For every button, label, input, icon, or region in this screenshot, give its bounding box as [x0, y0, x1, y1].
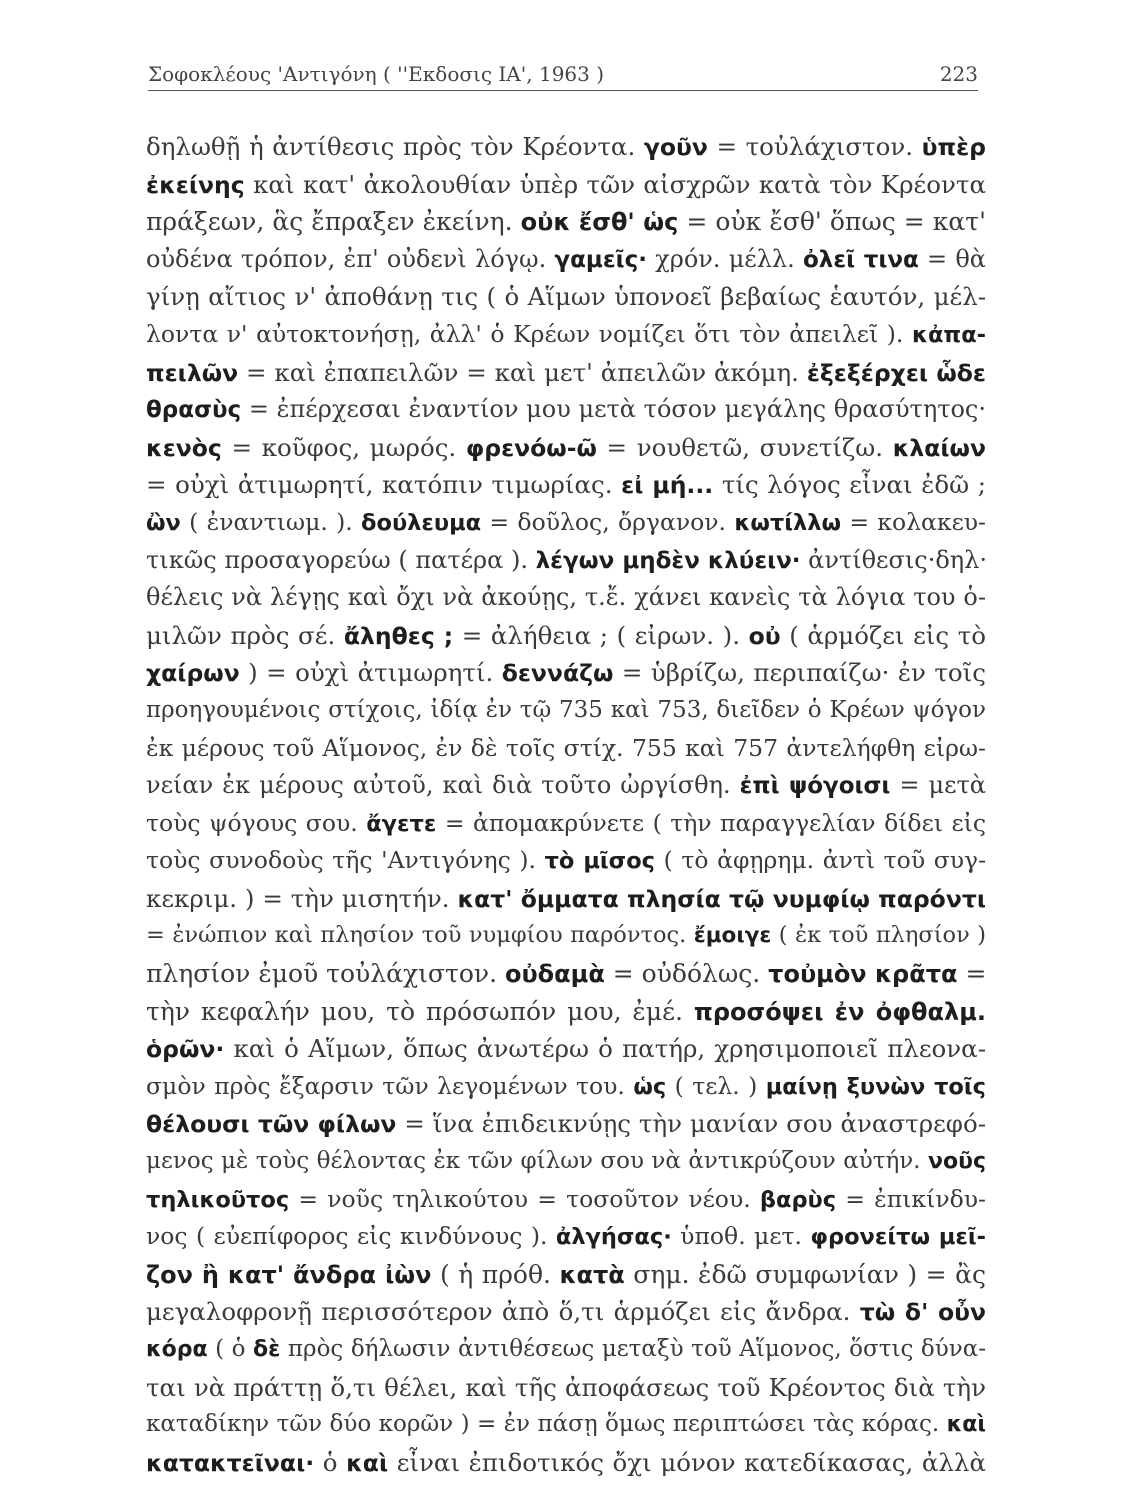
- gloss-text: = ἐπικίνδυ-: [836, 1184, 986, 1213]
- lemma-term: ὀλεῖ τινα: [802, 246, 919, 273]
- gloss-text: ται νὰ πράττῃ ὅ,τι θέλει, καὶ τῆς ἀποφάσεως τοῦ Κρέοντος διὰ τὴν: [146, 1372, 986, 1402]
- gloss-text: = νουθετῶ, συνετίζω.: [596, 432, 893, 462]
- lemma-term: τὼ δ' οὖν: [859, 1298, 986, 1327]
- gloss-text: = ἐπέρχεσαι ἐναντίον μου μετὰ τόσον μεγάλης θρασύτητος·: [241, 395, 986, 424]
- gloss-text: τικῶς προσαγορεύω ( πατέρα ).: [146, 545, 536, 574]
- text-line: [146, 429, 986, 467]
- gloss-text: καὶ κατ' ἀκολουθίαν ὑπὲρ τῶν αἰσχρῶν κατὰ τὸν Κρέοντα: [244, 169, 986, 199]
- gloss-text: = δοῦλος, ὄργανον.: [481, 507, 735, 536]
- lemma-term: ὢν: [146, 509, 181, 536]
- lemma-term: μαίνῃ ξυνὼν τοῖς: [765, 1073, 986, 1100]
- gloss-text: τὴν κεφαλήν μου, τὸ πρόσωπόν μου, ἐμέ.: [146, 996, 694, 1026]
- gloss-text: πρὸς δήλωσιν ἀντιθέσεως μεταξὺ τοῦ Αἵμονος, ὅστις δύνα-: [280, 1336, 986, 1362]
- gloss-text: προηγουμένοις στίχοις, ἰδίᾳ ἐν τῷ 735 καὶ 753, διεῖδεν ὁ Κρέων ψόγον: [146, 696, 986, 723]
- gloss-text: = κοῦφος, μωρός.: [221, 432, 466, 462]
- gloss-text: = ὑβρίζω, περιπαίζω· ἐν τοῖς: [613, 658, 986, 688]
- lemma-term: γαμεῖς·: [554, 246, 647, 273]
- text-line: [146, 805, 986, 843]
- gloss-text: ὑποθ. μετ.: [671, 1222, 811, 1251]
- gloss-text: ) = οὐχὶ ἀτιμωρητί.: [239, 658, 502, 688]
- page-number: 223: [939, 62, 978, 86]
- lemma-term: ἀλγήσας·: [555, 1224, 672, 1251]
- text-line: [146, 767, 986, 805]
- gloss-text: εἶναι ἐπιδοτικός ὄχι μόνον κατεδίκασας, ἀλλὰ: [388, 1447, 986, 1477]
- gloss-text: χρόν. μέλλ.: [646, 244, 803, 273]
- gloss-text: = οὐκ ἔσθ' ὅπως = κατ': [678, 207, 986, 237]
- gloss-text: ( τὸ ἀφῃρημ. ἀντὶ τοῦ συγ-: [655, 846, 987, 875]
- gloss-text: σμὸν πρὸς ἔξαρσιν τῶν λεγομένων του.: [146, 1071, 634, 1100]
- gloss-text: νος ( εὐεπίφορος εἰς κινδύνους ).: [146, 1222, 556, 1251]
- lemma-term: νοῦς: [928, 1149, 986, 1175]
- gloss-text: =: [957, 959, 987, 989]
- gloss-text: = νοῦς τηλικούτου = τοσοῦτον νέου.: [289, 1184, 760, 1213]
- lemma-term: ὑπὲρ: [921, 133, 987, 161]
- lemma-term: θρασὺς: [146, 397, 242, 424]
- text-line: [146, 278, 986, 316]
- lemma-term: δεννάζω: [501, 659, 614, 688]
- text-line: [146, 316, 986, 354]
- text-line: [146, 1030, 986, 1068]
- lemma-term: καὶ: [946, 1412, 986, 1438]
- gloss-text: ἐκ μέρους τοῦ Αἵμονος, ἐν δὲ τοῖς στίχ. 755 καὶ 757 ἀντελήφθη εἰρω-: [146, 733, 986, 762]
- text-line: [146, 1293, 986, 1331]
- lemma-term: προσόψει ἐν ὀφθαλμ.: [693, 997, 987, 1026]
- gloss-text: = ἵνα ἐπιδεικνύῃς τὴν μανίαν σου ἀναστρεφό-: [396, 1109, 986, 1139]
- text-line: [146, 993, 986, 1031]
- gloss-text: = κολακευ-: [841, 507, 986, 536]
- text-line: [146, 1369, 986, 1407]
- gloss-text: πράξεων, ἃς ἔπραξεν ἐκείνη.: [146, 207, 521, 237]
- lemma-term: θέλουσι τῶν φίλων: [146, 1110, 397, 1139]
- text-line: [146, 1105, 986, 1143]
- gloss-text: κεκριμ. ) = τὴν μισητήν.: [146, 883, 458, 913]
- lemma-term: λέγων μηδὲν κλύειν·: [535, 547, 801, 574]
- text-line: [146, 466, 986, 504]
- lemma-term: κόρα: [146, 1337, 208, 1362]
- gloss-text: λοντα ν' αὐτοκτονήσῃ, ἀλλ' ὁ Κρέων νομίζει ὅτι τὸν ἀπειλεῖ ).: [146, 319, 912, 348]
- commentary-text: [146, 128, 986, 1481]
- lemma-term: εἰ μή...: [621, 471, 714, 500]
- lemma-term: οὐκ ἔσθ' ὡς: [520, 208, 679, 237]
- gloss-text: = ἀπομακρύνετε ( τὴν παραγγελίαν δίδει εἰς: [436, 808, 986, 837]
- gloss-text: τοὺς συνοδοὺς τῆς 'Αντιγόνης ).: [146, 846, 545, 875]
- text-line: [146, 654, 986, 692]
- text-line: [146, 542, 986, 580]
- text-line: [146, 692, 986, 730]
- gloss-text: ( ἐναντιωμ. ).: [180, 507, 362, 536]
- text-line: [146, 917, 986, 955]
- gloss-text: ( ἁρμόζει εἰς τὸ: [780, 620, 987, 650]
- gloss-text: σημ. ἐδῶ συμφωνίαν ) = ἂς: [624, 1259, 986, 1289]
- lemma-term: οὐδαμὰ: [504, 960, 605, 989]
- lemma-term: τὸ μῖσος: [544, 848, 655, 875]
- text-line: [146, 1218, 986, 1256]
- lemma-term: δὲ: [253, 1337, 281, 1362]
- lemma-term: ζον ἢ κατ' ἄνδρα ἰὼν: [146, 1260, 432, 1289]
- lemma-term: τοὐμὸν κρᾶτα: [768, 960, 958, 989]
- lemma-term: δούλευμα: [361, 509, 482, 536]
- text-line: [146, 1331, 986, 1369]
- header-title: Σοφοκλέους 'Αντιγόνη ( ''Εκδοσις ΙΑ', 1963 ): [148, 62, 605, 86]
- lemma-term: βαρὺς: [759, 1186, 837, 1213]
- gloss-text: καταδίκην τῶν δύο κορῶν ) = ἐν πάσῃ ὅμως περιπτώσει τὰς κόρας.: [146, 1411, 947, 1438]
- lemma-term: ὁρῶν·: [146, 1035, 225, 1064]
- lemma-term: κωτίλλω: [734, 509, 842, 536]
- text-line: [146, 617, 986, 655]
- gloss-text: δηλωθῇ ἡ ἀντίθεσις πρὸς τὸν Κρέοντα.: [146, 132, 644, 161]
- gloss-text: ( τελ. ): [666, 1071, 766, 1100]
- text-line: [146, 203, 986, 241]
- lemma-term: καὶ: [346, 1448, 389, 1477]
- gloss-text: καὶ ὁ Αἵμων, ὅπως ἀνωτέρω ὁ πατήρ, χρησιμοποιεῖ πλεονα-: [224, 1034, 986, 1064]
- gloss-text: = ἐνώπιον καὶ πλησίον τοῦ νυμφίου παρόντος.: [146, 922, 694, 949]
- text-line: [146, 1406, 986, 1444]
- text-line: [146, 128, 986, 166]
- lemma-term: κἀπα-: [911, 321, 986, 348]
- lemma-term: ἄγετε: [366, 810, 437, 837]
- running-header: [148, 62, 978, 91]
- lemma-term: ἐκείνης: [146, 170, 245, 199]
- lemma-term: ἐξεξέρχει ὧδε: [806, 358, 986, 387]
- gloss-text: μιλῶν πρὸς σέ.: [146, 620, 344, 650]
- gloss-text: πλησίον ἐμοῦ τοὐλάχιστον.: [146, 959, 505, 989]
- lemma-term: φρονείτω μεῖ-: [810, 1224, 987, 1251]
- lemma-term: οὐ: [748, 621, 781, 650]
- text-line: [146, 354, 986, 392]
- text-line: [146, 1143, 986, 1181]
- lemma-term: κατ' ὄμματα πλησία τῷ νυμφίῳ παρόντι: [457, 884, 986, 913]
- lemma-term: πειλῶν: [146, 358, 239, 387]
- gloss-text: = θὰ: [918, 244, 986, 273]
- gloss-text: = οὐδόλως.: [604, 959, 769, 989]
- lemma-term: κενὸς: [146, 433, 222, 462]
- text-line: [146, 1256, 986, 1294]
- gloss-text: οὐδένα τρόπον, ἐπ' οὐδενὶ λόγῳ.: [146, 244, 555, 273]
- text-line: [146, 391, 986, 429]
- text-line: [146, 504, 986, 542]
- lemma-term: ἐπὶ ψόγοισι: [739, 773, 891, 800]
- gloss-text: νείαν ἐκ μέρους αὐτοῦ, καὶ διὰ τοῦτο ὠργίσθη.: [146, 771, 740, 800]
- lemma-term: γοῦν: [643, 133, 708, 161]
- lemma-term: ἔμοιγε: [693, 923, 772, 949]
- gloss-text: μεγαλοφρονῇ περισσότερον ἀπὸ ὅ,τι ἁρμόζει εἰς ἄνδρα.: [146, 1297, 860, 1327]
- gloss-text: ἀντίθεσις·δηλ·: [800, 545, 988, 574]
- lemma-term: ὡς: [633, 1073, 667, 1100]
- gloss-text: = τοὐλάχιστον.: [707, 132, 922, 161]
- lemma-term: κατὰ: [559, 1260, 625, 1289]
- gloss-text: = οὐχὶ ἀτιμωρητί, κατόπιν τιμωρίας.: [146, 470, 622, 500]
- gloss-text: μενος μὲ τοὺς θέλοντας ἐκ τῶν φίλων σου νὰ ἀντικρύζουν αὐτήν.: [146, 1148, 928, 1175]
- text-line: [146, 842, 986, 880]
- lemma-term: ἄληθες ;: [343, 621, 454, 650]
- lemma-term: χαίρων: [146, 659, 240, 688]
- text-line: [146, 955, 986, 993]
- gloss-text: ( ὁ: [207, 1336, 254, 1362]
- gloss-text: = ἀλήθεια ; ( εἰρων. ).: [453, 620, 749, 650]
- lemma-term: κλαίων: [892, 433, 986, 462]
- text-line: [146, 579, 986, 617]
- lemma-term: φρενόω-ῶ: [465, 433, 597, 462]
- gloss-text: = μετὰ: [890, 771, 986, 800]
- gloss-text: ( ἡ πρόθ.: [431, 1259, 560, 1289]
- text-line: [146, 241, 986, 279]
- text-line: [146, 1068, 986, 1106]
- gloss-text: γίνῃ αἴτιος ν' ἀποθάνῃ τις ( ὁ Αἵμων ὑπονοεῖ βεβαίως ἑαυτόν, μέλ-: [146, 282, 986, 312]
- gloss-text: ὁ: [314, 1447, 347, 1477]
- text-line: [146, 1444, 986, 1482]
- gloss-text: τοὺς ψόγους σου.: [146, 808, 367, 837]
- text-line: [146, 730, 986, 768]
- gloss-text: τίς λόγος εἶναι ἐδῶ ;: [713, 470, 986, 500]
- lemma-term: κατακτεῖναι·: [146, 1448, 315, 1477]
- lemma-term: τηλικοῦτος: [146, 1186, 290, 1213]
- gloss-text: ( ἐκ τοῦ πλησίον ): [771, 922, 987, 949]
- text-line: [146, 1181, 986, 1219]
- gloss-text: = καὶ ἐπαπειλῶν = καὶ μετ' ἀπειλῶν ἀκόμη.: [238, 357, 807, 387]
- text-line: [146, 166, 986, 204]
- text-line: [146, 880, 986, 918]
- gloss-text: θέλεις νὰ λέγῃς καὶ ὄχι νὰ ἀκούῃς, τ.ἔ. χάνει κανεὶς τὰ λόγια του ὁ-: [146, 583, 986, 612]
